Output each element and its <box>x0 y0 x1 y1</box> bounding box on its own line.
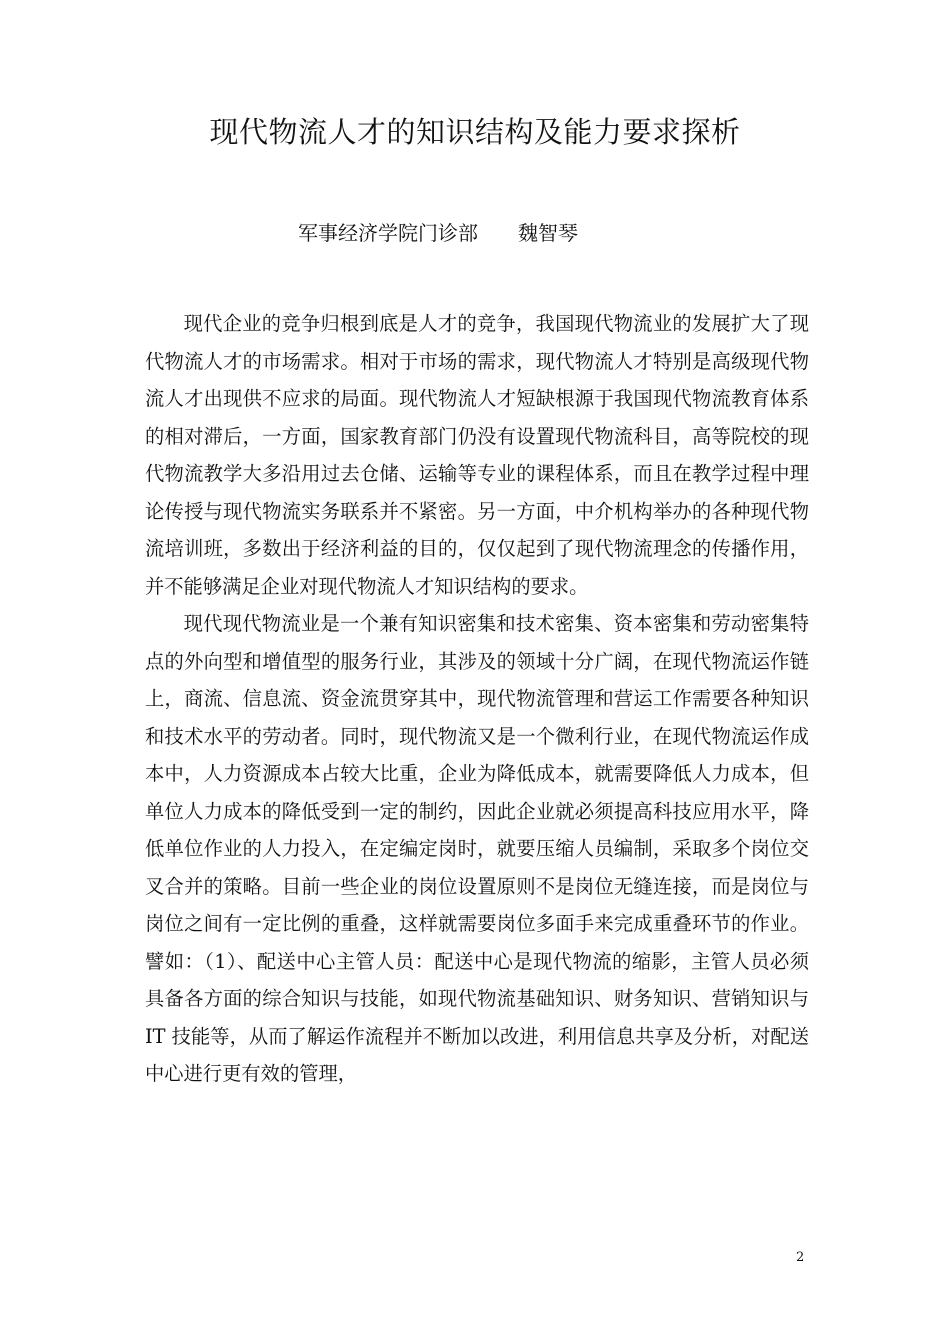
author-affiliation: 军事经济学院门诊部 <box>298 221 478 245</box>
document-title: 现代物流人才的知识结构及能力要求探析 <box>209 115 741 149</box>
paragraph: 现代现代物流业是一个兼有知识密集和技术密集、资本密集和劳动密集特点的外向型和增值型的服务行业，其涉及的领域十分广阔，在现代物流运作链上，商流、信息流、资金流贯穿其中，现代物流管理和营运工作需要各种知识和技术水平的劳动者。同时，现代物流又是一个微利行业，在现代物流运作成本中，人力资源成本占较大比重，企业为降低成本，就需要降低人力成本，但单位人力成本的降低受到一定的制约，因此企业就必须提高科技应用水平，降低单位作业的人力投入，在定编定岗时，就要压缩人员编制，采取多个岗位交叉合并的策略。目前一些企业的岗位设置原则不是岗位无缝连接，而是岗位与岗位之间有一定比例的重叠，这样就需要岗位多面手来完成重叠环节的作业。譬如：（1）、配送中心主管人员：配送中心是现代物流的缩影，主管人员必须具备各方面的综合知识与技能，如现代物流基础知识、财务知识、营销知识与 IT 技能等，从而了解运作流程并不断加以改进，利用信息共享及分析，对配送中心进行更有效的管理， <box>145 612 809 1085</box>
paragraph: 现代企业的竞争归根到底是人才的竞争，我国现代物流业的发展扩大了现代物流人才的市场需求。相对于市场的需求，现代物流人才特别是高级现代物流人才出现供不应求的局面。现代物流人才短缺根源于我国现代物流教育体系的相对滞后，一方面，国家教育部门仍没有设置现代物流科目，高等院校的现代物流教学大多沿用过去仓储、运输等专业的课程体系，而且在教学过程中理论传授与现代物流实务联系并不紧密。另一方面，中介机构举办的各种现代物流培训班，多数出于经济利益的目的，仅仅起到了现代物流理念的传播作用，并不能够满足企业对现代物流人才知识结构的要求。 <box>145 312 809 598</box>
byline <box>298 218 578 248</box>
body-text <box>145 305 809 1093</box>
page-number: 2 <box>796 1250 805 1265</box>
author-name: 魏智琴 <box>518 221 578 245</box>
